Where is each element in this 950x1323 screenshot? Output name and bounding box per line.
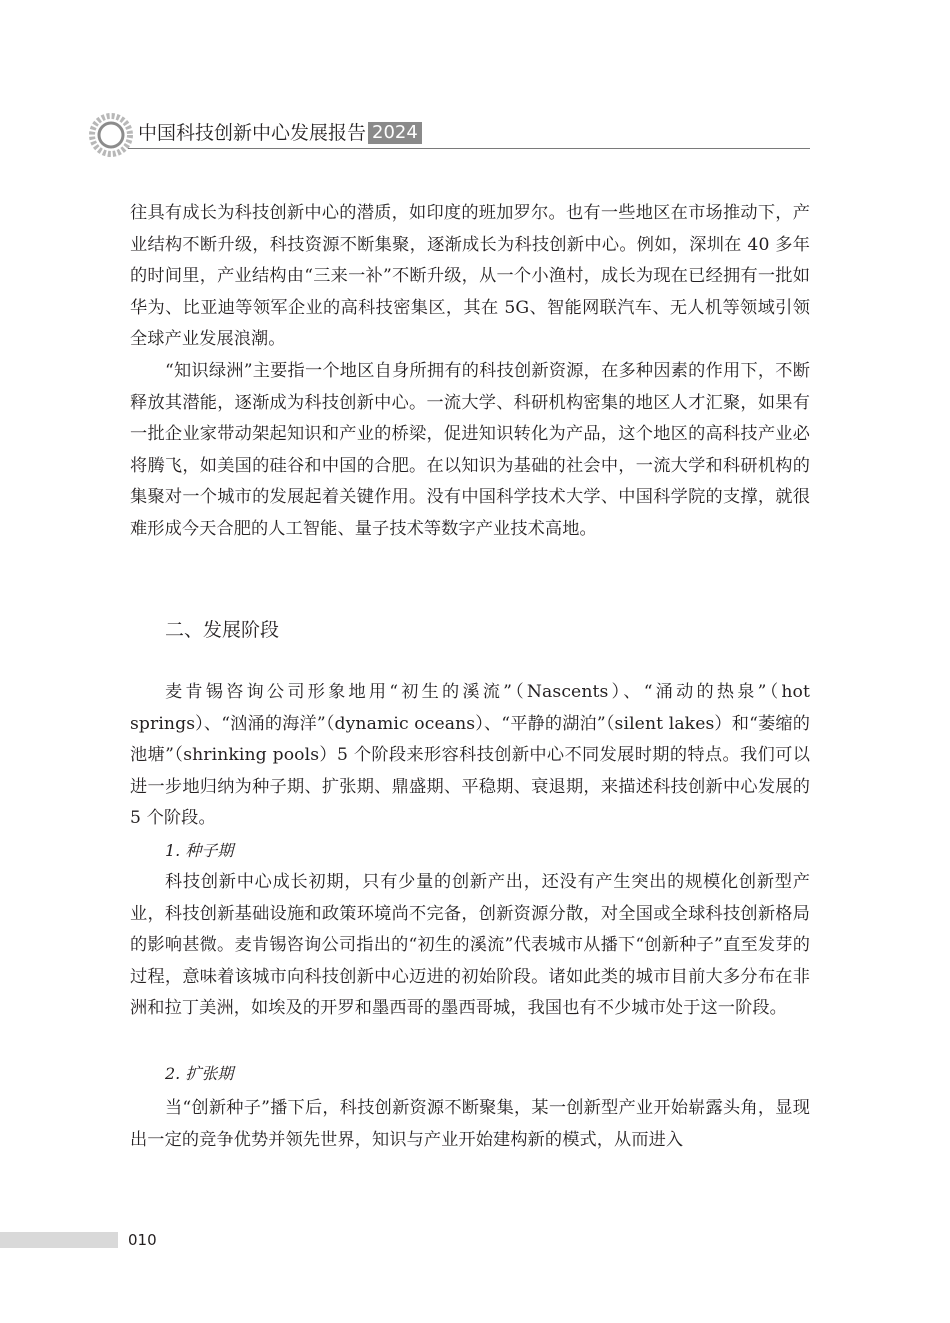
header-rule bbox=[128, 148, 810, 149]
running-header bbox=[88, 110, 810, 160]
paragraph-4: 科技创新中心成长初期，只有少量的创新产出，还没有产生突出的规模化创新型产业，科技创新基础设施和政策环境尚不完备，创新资源分散，对全国或全球科技创新格局的影响甚微。麦肯锡咨询公司指出的“初生的溪流”代表城市从播下“创新种子”直至发芽的过程，意味着该城市向科技创新中心迈进的初始阶段。诸如此类的城市目前大多分布在非洲和拉丁美洲，如埃及的开罗和墨西哥的墨西哥城，我国也有不少城市处于这一阶段。 bbox=[130, 872, 810, 1018]
page-number: 010 bbox=[128, 1231, 157, 1249]
subheading-seed-stage: 1. 种子期 bbox=[165, 841, 234, 860]
report-title bbox=[138, 121, 422, 145]
paragraph-3: 麦肯锡咨询公司形象地用“初生的溪流”（Nascents）、“涌动的热泉”（hot springs）、“汹涌的海洋”（dynamic oceans）、“平静的湖泊”（silent lakes）和“萎缩的池塘”（shrinking pools）5 个阶段来形容科技创新中心不同发展时期的特点。我们可以进一步地归纳为种子期、扩张期、鼎盛期、平稳期、衰退期，来描述科技创新中心发展的 5 个阶段。 bbox=[130, 682, 810, 828]
report-year-badge: 2024 bbox=[368, 122, 422, 144]
report-title-text: 中国科技创新中心发展报告 bbox=[138, 122, 367, 144]
page-number-band bbox=[0, 1232, 118, 1248]
section-heading: 二、发展阶段 bbox=[165, 619, 280, 641]
paragraph-1: 往具有成长为科技创新中心的潜质，如印度的班加罗尔。也有一些地区在市场推动下，产业结构不断升级，科技资源不断集聚，逐渐成长为科技创新中心。例如，深圳在 40 多年的时间里，产业结构由“三来一补”不断升级，从一个小渔村，成长为现在已经拥有一批如华为、比亚迪等领军企业的高科技密集区，其在 5G、智能网联汽车、无人机等领域引领全球产业发展浪潮。 bbox=[130, 203, 810, 349]
report-logo-icon bbox=[88, 110, 138, 160]
paragraph-2: “知识绿洲”主要指一个地区自身所拥有的科技创新资源，在多种因素的作用下，不断释放其潜能，逐渐成为科技创新中心。一流大学、科研机构密集的地区人才汇聚，如果有一批企业家带动架起知识和产业的桥梁，促进知识转化为产品，这个地区的高科技产业必将腾飞，如美国的硅谷和中国的合肥。在以知识为基础的社会中，一流大学和科研机构的集聚对一个城市的发展起着关键作用。没有中国科学技术大学、中国科学院的支撑，就很难形成今天合肥的人工智能、量子技术等数字产业技术高地。 bbox=[130, 361, 810, 539]
subheading-expansion-stage: 2. 扩张期 bbox=[165, 1064, 234, 1083]
paragraph-5: 当“创新种子”播下后，科技创新资源不断聚集，某一创新型产业开始崭露头角，显现出一定的竞争优势并领先世界，知识与产业开始建构新的模式，从而进入 bbox=[130, 1098, 810, 1150]
